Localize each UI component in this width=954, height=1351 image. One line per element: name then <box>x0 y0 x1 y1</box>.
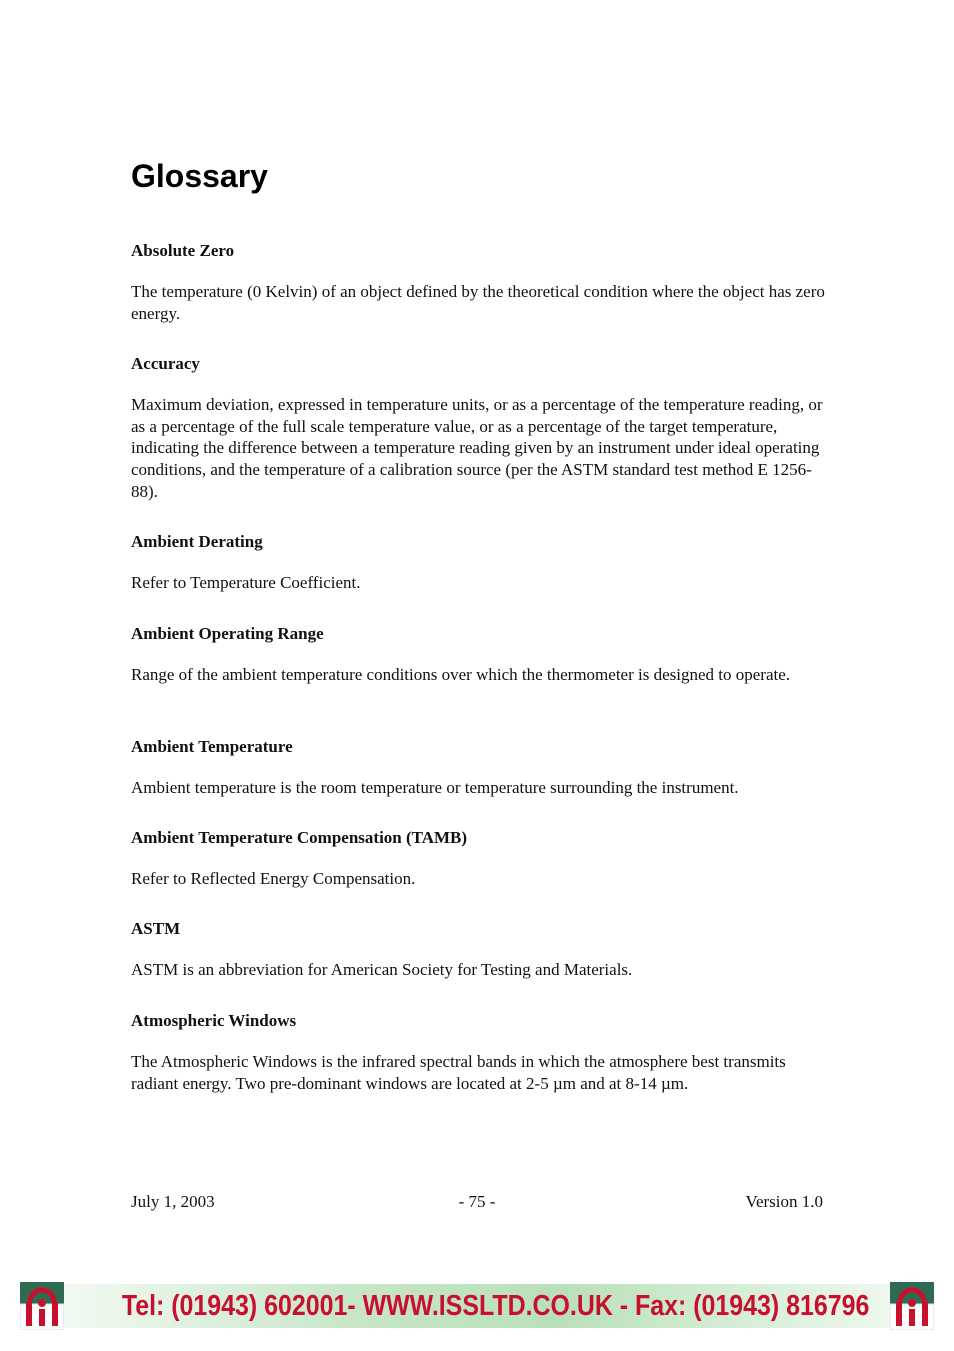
glossary-term: Ambient Operating Range <box>131 624 324 643</box>
glossary-entry <box>131 736 831 799</box>
glossary-definition: Range of the ambient temperature conditions over which the thermometer is designed to operate. <box>131 665 791 684</box>
glossary-definition: ASTM is an abbreviation for American Society for Testing and Materials. <box>131 960 633 979</box>
glossary-entry <box>131 531 831 594</box>
page-title: Glossary <box>131 158 268 194</box>
glossary-term: Atmospheric Windows <box>131 1011 297 1030</box>
glossary-entry <box>131 918 831 981</box>
glossary-entry <box>131 240 831 324</box>
glossary-definition: Maximum deviation, expressed in temperature units, or as a percentage of the temperature reading, or as a percentage of the full scale temperature value, or as a percentage of the target temperature, indicating the difference between a temperature reading given by an instrument under ideal operating conditions, and the temperature of a calibration source (per the ASTM standard test method E 1256-88). <box>131 395 823 501</box>
contact-banner <box>20 1282 934 1330</box>
info-i-logo-icon <box>20 1282 64 1330</box>
glossary-definition: Refer to Reflected Energy Compensation. <box>131 869 416 888</box>
glossary-term: Ambient Temperature <box>131 737 293 756</box>
glossary-definition: Ambient temperature is the room temperature or temperature surrounding the instrument. <box>131 778 739 797</box>
glossary-entry <box>131 623 831 686</box>
info-i-logo-icon <box>890 1282 934 1330</box>
glossary-term: Ambient Derating <box>131 532 263 551</box>
glossary-term: Accuracy <box>131 354 200 373</box>
glossary-entry <box>131 827 831 890</box>
glossary-definition: Refer to Temperature Coefficient. <box>131 573 361 592</box>
glossary-definition: The temperature (0 Kelvin) of an object defined by the theoretical condition where the object has zero energy. <box>131 282 825 323</box>
glossary-term: Ambient Temperature Compensation (TAMB) <box>131 828 468 847</box>
footer-page-number: - 75 - <box>458 1192 496 1211</box>
glossary-entry <box>131 353 831 503</box>
page-footer <box>131 1190 823 1214</box>
glossary-definition: The Atmospheric Windows is the infrared spectral bands in which the atmosphere best transmits radiant energy. Two pre-dominant windows are located at 2-5 µm and at 8-14 µm. <box>131 1052 786 1093</box>
banner-contact-text: Tel: (01943) 602001- WWW.ISSLTD.CO.UK - Fax: (01943) 816796 <box>121 1290 870 1322</box>
glossary-term: ASTM <box>131 919 181 938</box>
glossary-term: Absolute Zero <box>131 241 235 260</box>
footer-date: July 1, 2003 <box>131 1192 215 1211</box>
glossary-entry <box>131 1010 831 1094</box>
footer-version: Version 1.0 <box>745 1192 823 1211</box>
